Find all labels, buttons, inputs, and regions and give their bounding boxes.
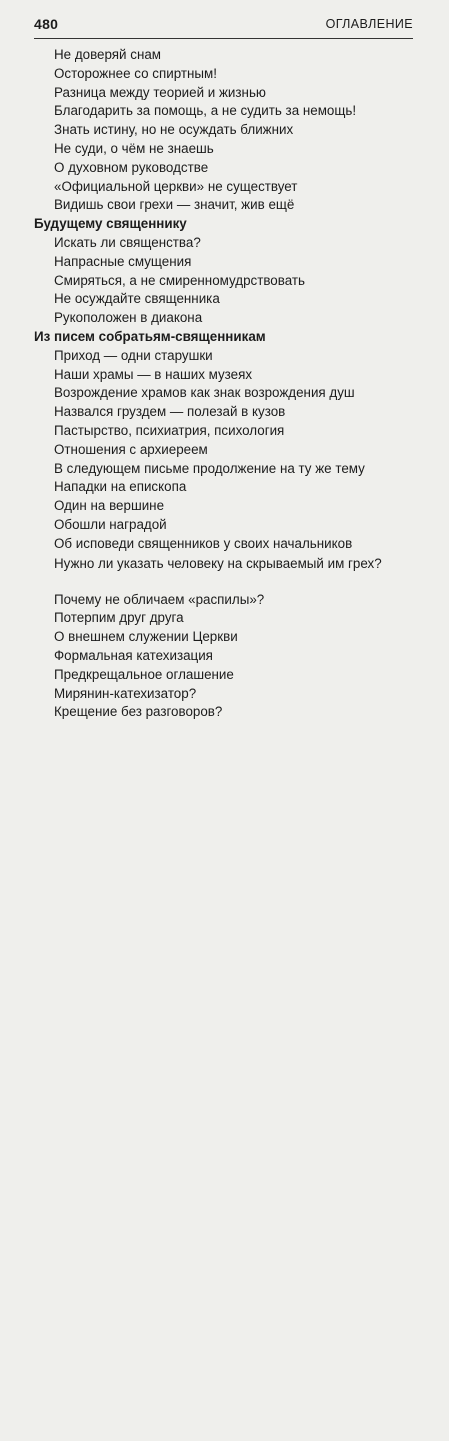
- toc-entry: [34, 460, 413, 479]
- toc-entry-title: Не осуждайте священника: [54, 291, 220, 307]
- toc-entry-title: Благодарить за помощь, а не судить за немощь!: [54, 103, 357, 119]
- toc-entry-title: Не доверяй снам: [54, 47, 162, 62]
- toc-entry-title: Видишь свои грехи — значит, жив ещё: [54, 197, 295, 213]
- toc-entry-title: Об исповеди священников у своих начальников: [54, 535, 353, 551]
- toc-entry: [34, 84, 413, 103]
- toc-entry: [34, 272, 413, 291]
- toc-entry-title: Будущему священнику: [34, 216, 187, 232]
- toc-entry: [34, 666, 413, 685]
- toc-entry-title: Осторожнее со спиртным!: [54, 65, 217, 81]
- toc-entry: [34, 535, 413, 554]
- toc-entry-title: О внешнем служении Церкви: [54, 629, 238, 645]
- toc-entry: [34, 366, 413, 385]
- toc-entry: [34, 102, 413, 121]
- toc-entry: [34, 609, 413, 628]
- toc-entry: [34, 685, 413, 704]
- toc-entry-title: Обошли наградой: [54, 516, 167, 532]
- toc-entry-title: Возрождение храмов как знак возрождения душ: [54, 385, 355, 401]
- toc-entry-title: Приход — одни старушки: [54, 347, 213, 363]
- toc-entry: [34, 65, 413, 84]
- toc-entry-page: [0, 703, 413, 1441]
- toc-entry: [34, 309, 413, 328]
- toc-entry-title: Мирянин-катехизатор?: [54, 685, 197, 701]
- toc-entry-title: Знать истину, но не осуждать ближних: [54, 122, 294, 138]
- toc-entry-title: «Официальной церкви» не существует: [54, 178, 298, 194]
- toc-entry-title: Назвался груздем — полезай в кузов: [54, 404, 286, 420]
- toc-entry-title: Смиряться, а не смиренномудрствовать: [54, 272, 305, 288]
- toc-entry-title: Предкрещальное оглашение: [54, 666, 234, 682]
- toc-entry: [34, 703, 413, 722]
- toc-entry: [34, 591, 413, 610]
- toc-entry: [34, 422, 413, 441]
- toc-entry: [34, 290, 413, 309]
- toc-entry: [34, 497, 413, 516]
- toc-entry: [34, 46, 413, 65]
- toc-entry-title: Потерпим друг друга: [54, 610, 184, 626]
- toc-entry: [34, 178, 413, 197]
- table-of-contents: [34, 46, 413, 722]
- toc-entry-title: Формальная катехизация: [54, 647, 213, 663]
- toc-entry: [34, 384, 413, 403]
- toc-entry-title: О духовном руководстве: [54, 159, 209, 175]
- toc-entry: [34, 403, 413, 422]
- toc-entry-title: Нападки на епископа: [54, 479, 187, 495]
- toc-entry: [34, 196, 413, 215]
- toc-entry: [34, 121, 413, 140]
- toc-entry-title: Из писем собратьям-священникам: [34, 328, 266, 344]
- toc-section-heading: [34, 328, 413, 347]
- page-number: 480: [34, 16, 59, 32]
- toc-entry-title: Пастырство, психиатрия, психология: [54, 422, 285, 438]
- toc-entry-title: Отношения с архиереем: [54, 441, 208, 457]
- toc-entry-title: Крещение без разговоров?: [54, 704, 223, 720]
- toc-entry-title: Не суди, о чём не знаешь: [54, 140, 214, 156]
- toc-entry: [34, 478, 413, 497]
- toc-entry-title: Разница между теорией и жизнью: [54, 84, 266, 100]
- toc-entry-title: Почему не обличаем «распилы»?: [54, 591, 265, 607]
- toc-entry-title: Искать ли священства?: [54, 234, 201, 250]
- toc-entry: [34, 234, 413, 253]
- toc-entry-title: Нужно ли указать человеку на скрываемый им грех?: [54, 555, 382, 571]
- toc-entry: [34, 628, 413, 647]
- toc-entry: [34, 159, 413, 178]
- toc-entry: [34, 347, 413, 366]
- toc-entry-title: Один на вершине: [54, 498, 165, 514]
- toc-entry: [34, 516, 413, 535]
- page-header: [34, 12, 413, 39]
- toc-entry: [34, 253, 413, 272]
- toc-entry: [34, 554, 413, 591]
- toc-entry-title: Напрасные смущения: [54, 253, 192, 269]
- toc-entry: [34, 647, 413, 666]
- toc-section-heading: [34, 215, 413, 234]
- toc-entry-title: Наши храмы — в наших музеях: [54, 366, 253, 382]
- toc-entry: [34, 140, 413, 159]
- running-head: ОГЛАВЛЕНИЕ: [325, 17, 413, 31]
- toc-entry-title: Рукоположен в диакона: [54, 310, 203, 326]
- toc-entry-title: В следующем письме продолжение на ту же тему: [54, 460, 365, 476]
- toc-entry: [34, 441, 413, 460]
